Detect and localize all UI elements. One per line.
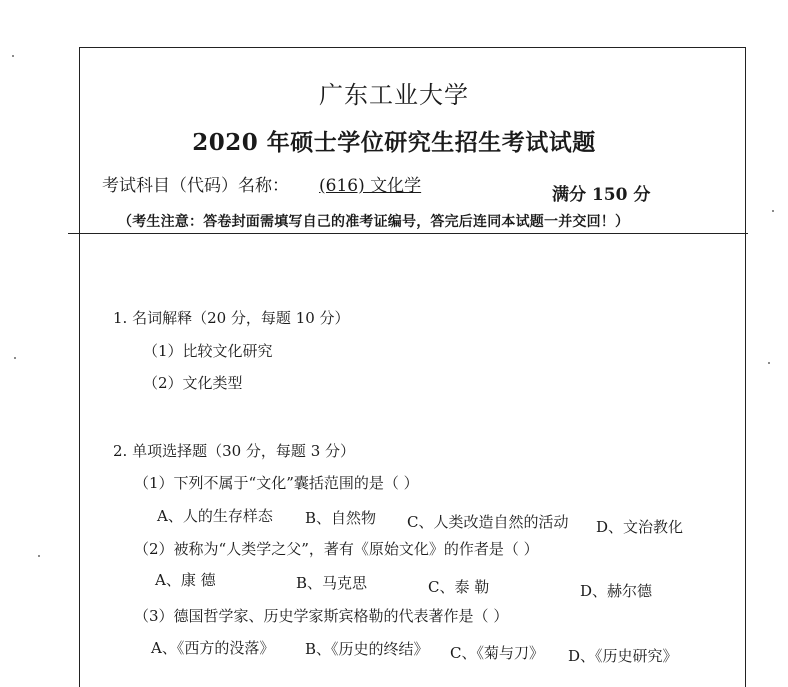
question-option: B、《历史的终结》 <box>305 640 429 658</box>
section-1-item: （1）比较文化研究 <box>143 342 273 360</box>
candidate-notice: （考生注意：答卷封面需填写自己的准考证编号，答完后连同本试题一并交回！） <box>118 214 630 230</box>
section-1-title: 1. 名词解释（20 分，每题 10 分） <box>113 309 350 327</box>
question-option: A、康 德 <box>155 571 216 589</box>
scan-speck <box>768 362 770 364</box>
question-option: D、文治教化 <box>596 518 684 536</box>
header-divider <box>68 233 748 234</box>
subject-value: (616) 文化学 <box>319 176 422 196</box>
scan-speck <box>38 555 40 557</box>
question-stem: （3）德国哲学家、历史学家斯宾格勒的代表著作是（ ） <box>134 607 509 625</box>
scan-speck <box>12 55 14 57</box>
question-stem: （2）被称为“人类学之父”，著有《原始文化》的作者是（ ） <box>134 540 539 558</box>
question-option: D、《历史研究》 <box>568 647 678 665</box>
subject-label: 考试科目（代码）名称： <box>102 176 289 196</box>
question-option: A、《西方的没落》 <box>151 639 275 657</box>
question-option: C、《菊与刀》 <box>450 644 544 662</box>
question-option: B、马克思 <box>296 574 368 592</box>
question-option: A、人的生存样态 <box>157 507 273 525</box>
question-option: D、赫尔德 <box>580 582 653 600</box>
section-1-item: （2）文化类型 <box>143 374 243 392</box>
section-2-title: 2. 单项选择题（30 分，每题 3 分） <box>113 442 356 460</box>
question-stem: （1）下列不属于“文化”囊括范围的是（ ） <box>134 474 419 492</box>
full-score: 满分 150 分 <box>552 185 651 205</box>
question-option: B、自然物 <box>305 509 377 527</box>
question-option: C、人类改造自然的活动 <box>407 513 569 531</box>
scan-speck <box>772 210 774 212</box>
university-name: 广东工业大学 <box>319 81 469 109</box>
scan-speck <box>14 357 16 359</box>
question-option: C、泰 勒 <box>428 578 490 596</box>
exam-title: 2020 年硕士学位研究生招生考试试题 <box>192 129 596 156</box>
